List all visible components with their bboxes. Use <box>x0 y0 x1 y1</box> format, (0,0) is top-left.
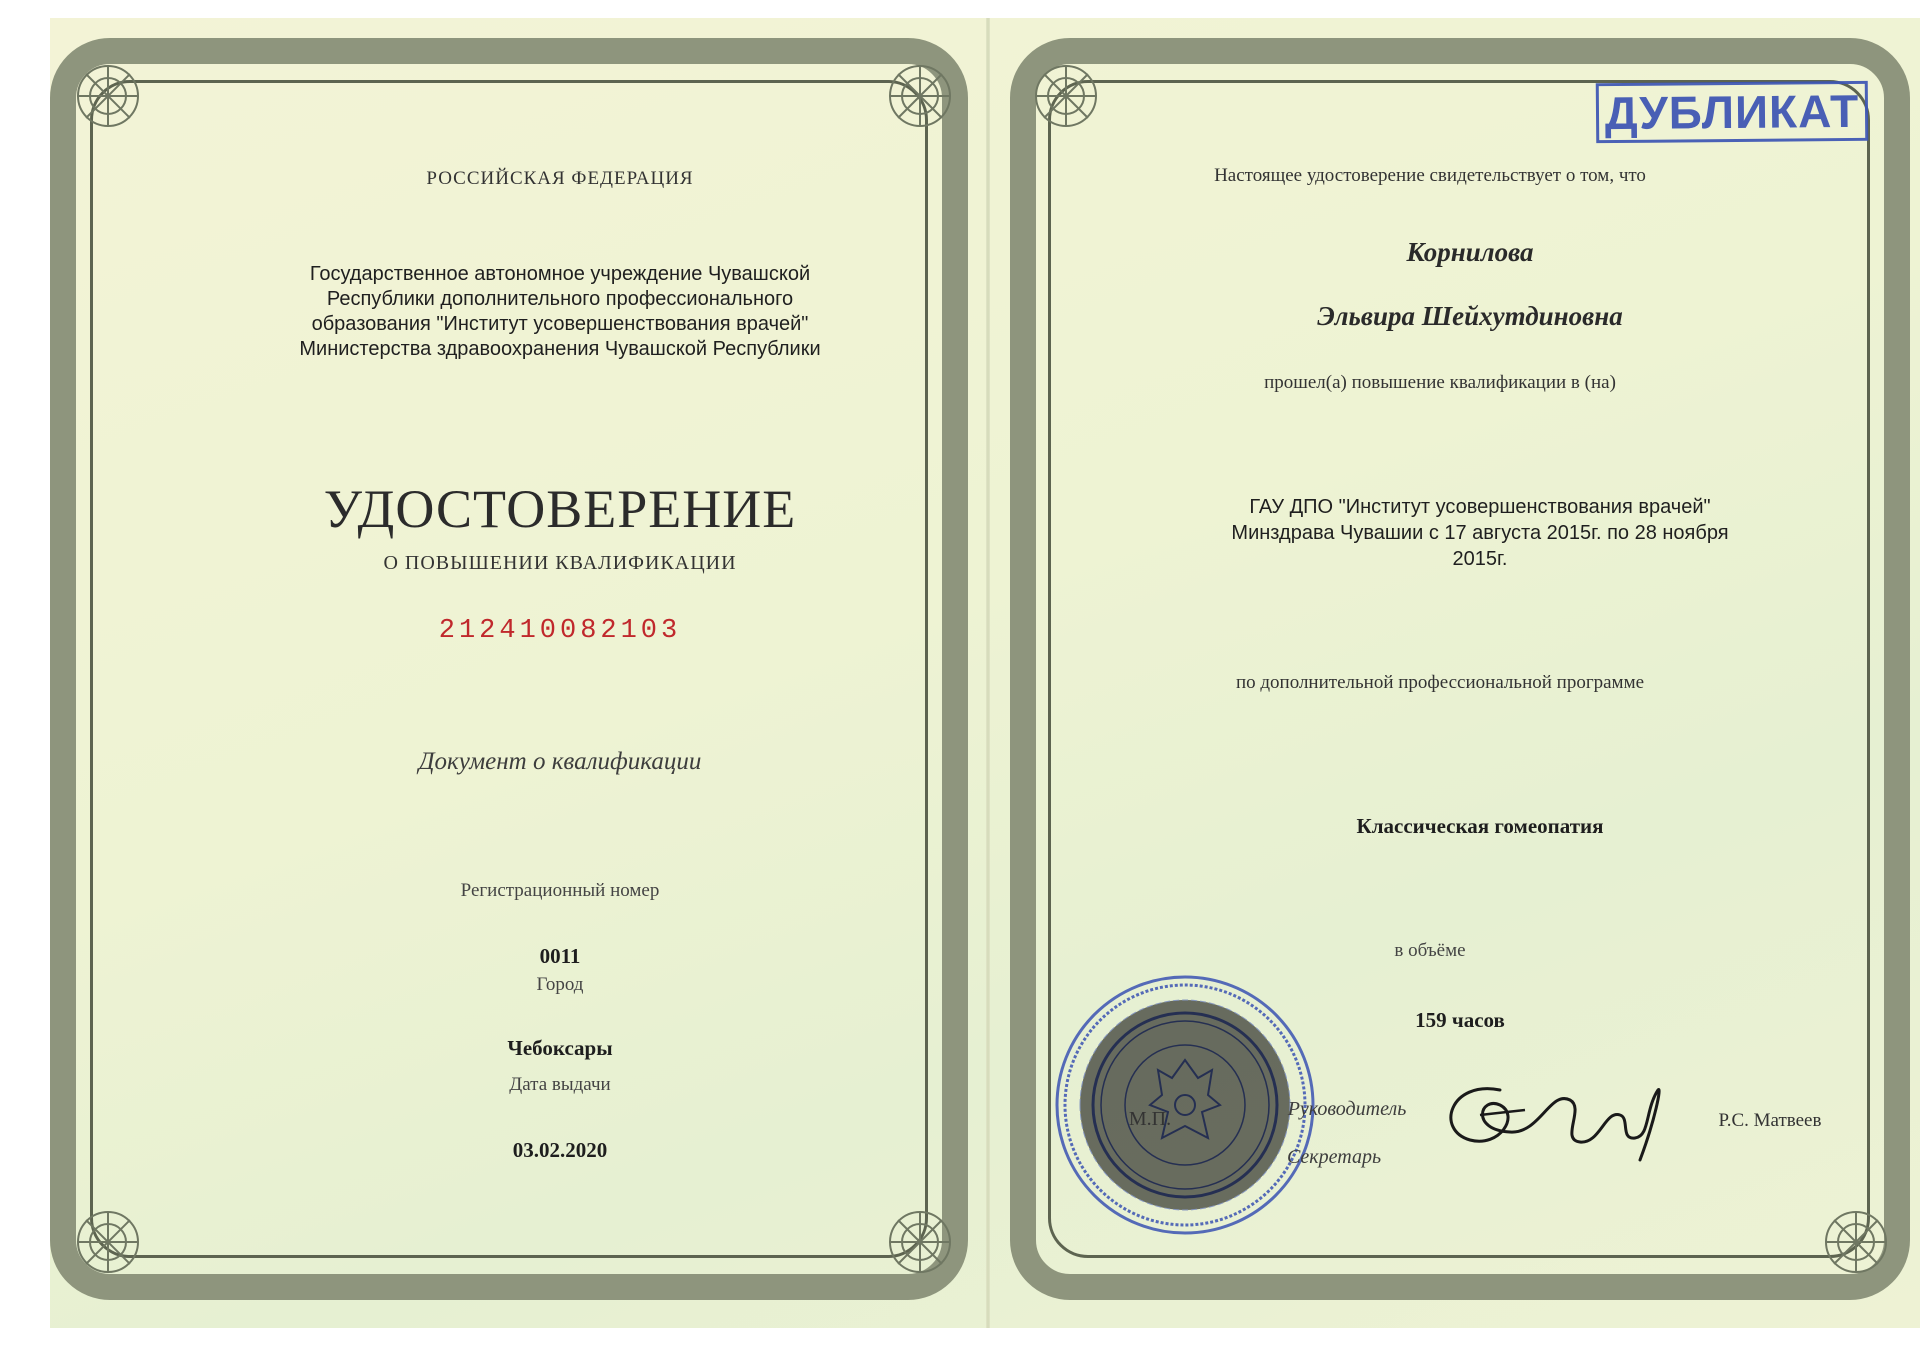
secretary-label: Секретарь <box>1286 1146 1382 1168</box>
document-type: Документ о квалификации <box>418 748 702 775</box>
corner-ornament-icon <box>1016 46 1136 166</box>
institution-line: Республики дополнительного профессионального <box>326 288 794 310</box>
city-label: Город <box>536 974 584 995</box>
head-label: Руководитель <box>1287 1098 1407 1120</box>
corner-ornament-icon <box>850 46 970 166</box>
program-label: по дополнительной профессиональной программе <box>1235 672 1645 693</box>
document-title: УДОСТОВЕРЕНИЕ <box>323 479 797 539</box>
volume-label: в объёме <box>1394 940 1466 961</box>
holder-surname: Корнилова <box>1406 237 1534 267</box>
institution-line: Государственное автономное учреждение Чувашской <box>309 263 811 285</box>
country-label: РОССИЙСКАЯ ФЕДЕРАЦИЯ <box>426 168 694 189</box>
program-name: Классическая гомеопатия <box>1356 814 1604 838</box>
page-fold <box>986 18 990 1328</box>
certificate-intro: Настоящее удостоверение свидетельствует о том, что <box>1214 165 1646 186</box>
registration-number-label: Регистрационный номер <box>460 880 660 901</box>
signature-icon <box>1430 1060 1680 1180</box>
seal-place-label: М.П. <box>1128 1108 1172 1130</box>
course-line: Минздрава Чувашии с 17 августа 2015г. по 28 ноября <box>1231 522 1729 544</box>
head-name: Р.С. Матвеев <box>1718 1110 1822 1131</box>
corner-ornament-icon <box>58 1172 178 1292</box>
institution-line: образования "Институт усовершенствования врачей" <box>311 313 809 335</box>
serial-number: 212410082103 <box>438 616 682 646</box>
city: Чебоксары <box>507 1036 613 1060</box>
course-details <box>1160 494 1800 572</box>
registration-number: 0011 <box>539 944 581 968</box>
document-subtitle: О ПОВЫШЕНИИ КВАЛИФИКАЦИИ <box>383 552 737 574</box>
completed-text: прошел(а) повышение квалификации в (на) <box>1264 372 1616 393</box>
corner-ornament-icon <box>1786 1172 1906 1292</box>
duplicate-stamp: ДУБЛИКАТ <box>1596 81 1869 143</box>
volume-hours: 159 часов <box>1415 1008 1505 1032</box>
institution-name <box>200 262 920 362</box>
holder-name-patronymic: Эльвира Шейхутдиновна <box>1317 301 1623 331</box>
issue-date: 03.02.2020 <box>512 1138 608 1162</box>
corner-ornament-icon <box>850 1172 970 1292</box>
institution-line: Министерства здравоохранения Чувашской Республики <box>299 338 821 360</box>
course-line: ГАУ ДПО "Институт усовершенствования врачей" <box>1249 496 1711 518</box>
corner-ornament-icon <box>58 46 178 166</box>
issue-date-label: Дата выдачи <box>509 1074 611 1095</box>
course-line: 2015г. <box>1452 548 1508 570</box>
